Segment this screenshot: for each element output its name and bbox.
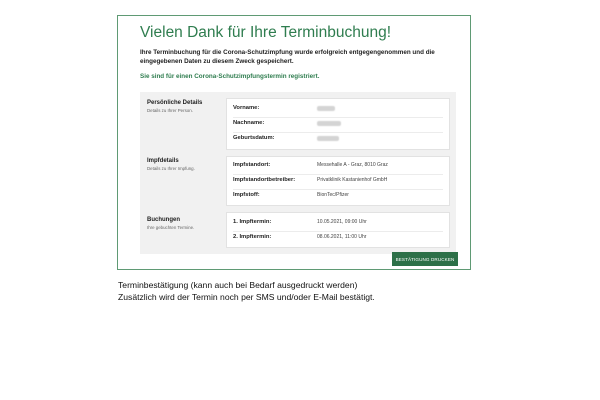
label-impfstandort: Impfstandort: — [233, 162, 271, 168]
value-impftermin-2: 08.06.2021, 11:00 Uhr — [317, 234, 367, 240]
section-subtitle-personal: Details zu Ihrer Person. — [147, 108, 193, 113]
row-impfstandortbetreiber — [233, 175, 443, 190]
value-impfstandortbetreiber: Privatklinik Kastanienhof GmbH — [317, 177, 388, 183]
blurred-value-vorname — [317, 106, 335, 111]
label-impfstoff: Impfstoff: — [233, 192, 260, 198]
section-title-bookings: Buchungen — [147, 217, 180, 223]
caption-line-2: Zusätzlich wird der Termin noch per SMS und/oder E-Mail bestätigt. — [118, 292, 375, 302]
row-impfstandort — [233, 160, 443, 175]
details-panel — [140, 92, 456, 254]
label-impftermin-2: 2. Impftermin: — [233, 234, 272, 240]
row-nachname — [233, 118, 443, 133]
section-subtitle-bookings: Ihre gebuchten Termine. — [147, 225, 195, 230]
label-geburtsdatum: Geburtsdatum: — [233, 135, 275, 141]
label-impftermin-1: 1. Impftermin: — [233, 219, 272, 225]
card-personal — [226, 98, 450, 150]
label-impfstandortbetreiber: Impfstandortbetreiber: — [233, 177, 296, 183]
row-impfstoff — [233, 190, 443, 204]
blurred-value-geburtsdatum — [317, 136, 339, 141]
intro-text: Ihre Terminbuchung für die Corona-Schutzimpfung wurde erfolgreich entgegengenommen und die eingegebenen Daten zu diesem Zweck gespeichert. — [140, 49, 435, 65]
card-bookings — [226, 212, 450, 248]
label-vorname: Vorname: — [233, 105, 260, 111]
value-impfstandort: Messehalle A - Graz, 8010 Graz — [317, 162, 388, 168]
row-vorname — [233, 103, 443, 118]
value-impftermin-1: 10.05.2021, 09:00 Uhr — [317, 219, 367, 225]
label-nachname: Nachname: — [233, 120, 265, 126]
row-impftermin-1 — [233, 217, 443, 232]
section-title-personal: Persönliche Details — [147, 100, 203, 106]
section-subtitle-impf: Details zu Ihrer Impfung. — [147, 166, 195, 171]
blurred-value-nachname — [317, 121, 341, 126]
registration-status: Sie sind für einen Corona-Schutzimpfungstermin registriert. — [140, 73, 320, 80]
booking-confirmation-screenshot — [117, 15, 471, 270]
section-title-impf: Impfdetails — [147, 158, 179, 164]
card-impf — [226, 156, 450, 206]
value-impfstoff: BionTec/Pfizer — [317, 192, 349, 198]
page-title: Vielen Dank für Ihre Terminbuchung! — [140, 24, 392, 41]
caption-line-1: Terminbestätigung (kann auch bei Bedarf ausgedruckt werden) — [118, 280, 358, 290]
row-impftermin-2 — [233, 232, 443, 246]
print-confirmation-button[interactable]: BESTÄTIGUNG DRUCKEN — [392, 252, 458, 266]
row-geburtsdatum — [233, 133, 443, 147]
